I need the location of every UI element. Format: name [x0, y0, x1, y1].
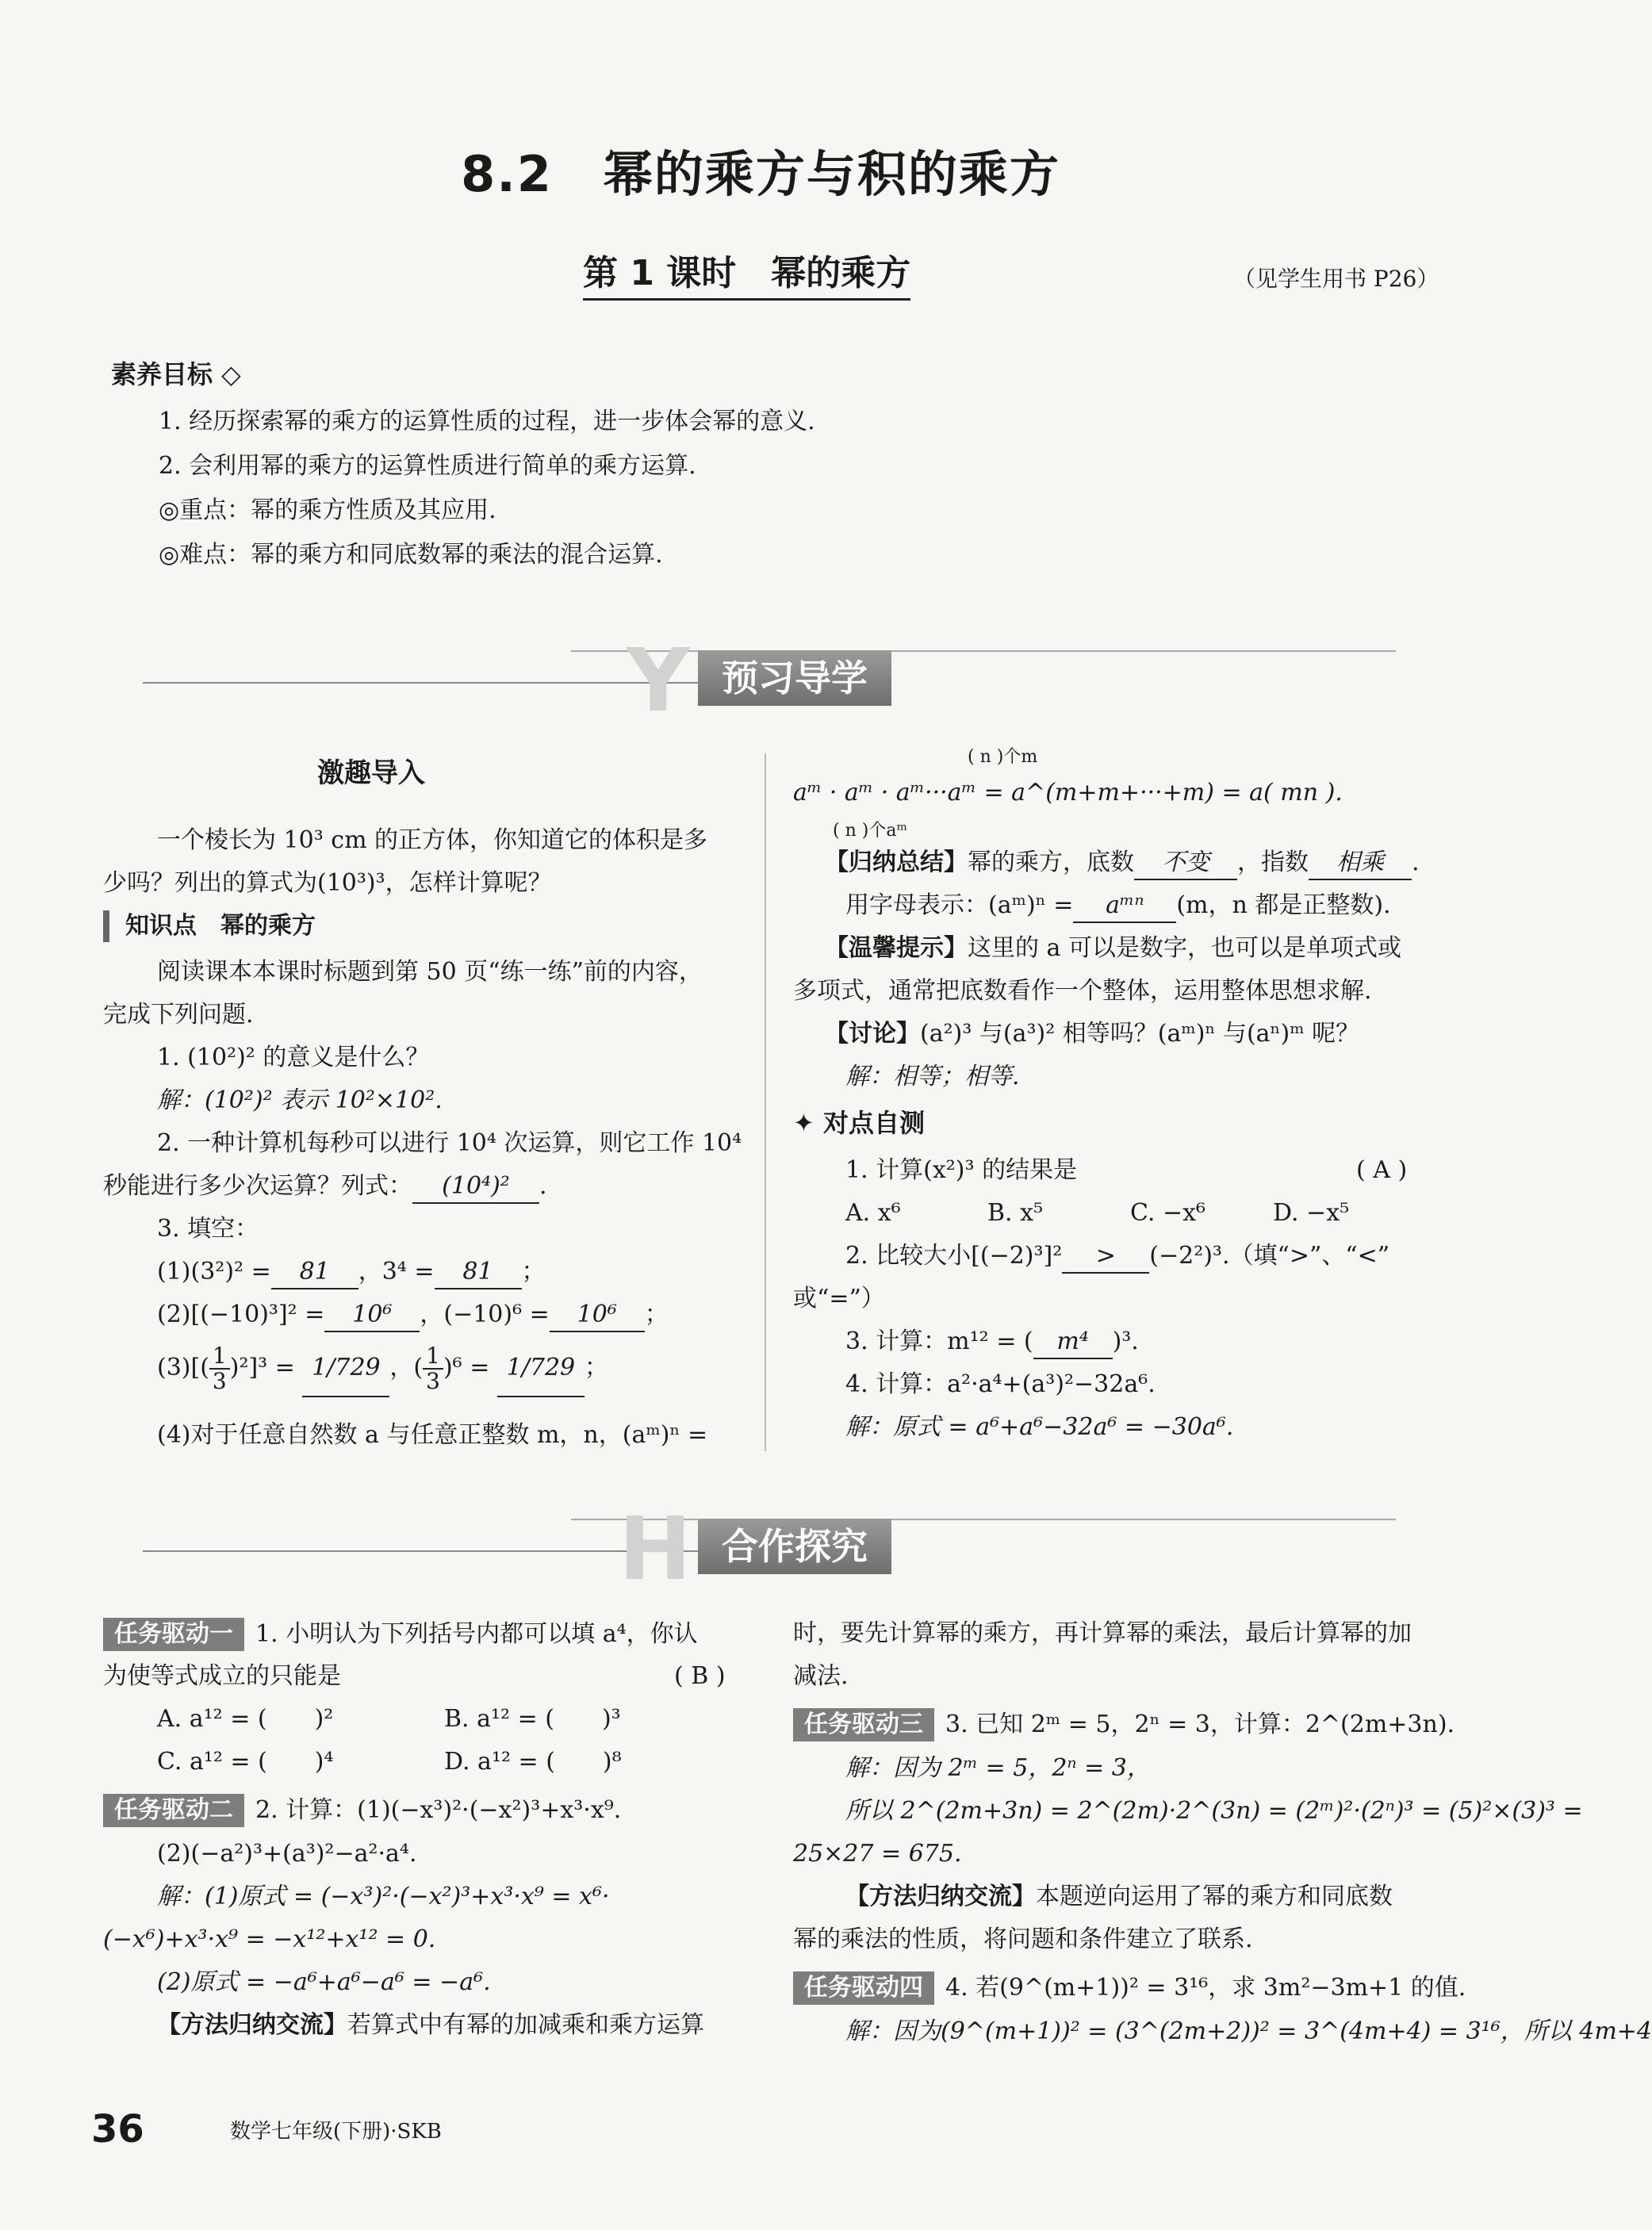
question-2-cont: 秒能进行多少次运算？列式： (10⁴)² .	[103, 1171, 547, 1204]
self-test-1: 1. 计算(x²)³ 的结果是	[845, 1156, 1078, 1184]
option-a: A. a¹² = ( )²	[157, 1705, 334, 1733]
method-summary-2: 【方法归纳交流】本题逆向运用了幂的乘方和同底数	[845, 1883, 1393, 1910]
task-3-solution: 25×27 = 675.	[793, 1840, 962, 1868]
fill-2: (2)[(−10)³]² = 10⁶ ，(−10)⁶ = 10⁶ ；	[157, 1299, 669, 1332]
answer-blank: 10⁶	[324, 1299, 420, 1332]
self-test-title: ✦ 对点自测	[793, 1108, 925, 1138]
difficult-point: ◎难点：幂的乘方和同底数幂的乘法的混合运算.	[159, 541, 663, 569]
lesson-title: 第 1 课时 幂的乘方	[583, 244, 910, 301]
book-reference: （见学生用书 P26）	[1233, 266, 1439, 292]
method-summary-2-cont: 幂的乘法的性质，将问题和条件建立了联系.	[793, 1925, 1253, 1953]
knowledge-point: 知识点 幂的乘方	[103, 910, 316, 942]
question-3: 3. 填空：	[157, 1215, 259, 1243]
answer-blank: aᵐⁿ	[1073, 890, 1176, 923]
fill-1: (1)(3²)² = 81 ，3⁴ = 81 ；	[157, 1256, 546, 1289]
intro-title: 激趣导入	[317, 757, 425, 789]
formula-brace-bottom: ( n )个aᵐ	[833, 821, 907, 841]
answer-blank: 不变	[1134, 847, 1237, 880]
self-test-4: 4. 计算：a²·a⁴+(a³)²−32a⁶.	[845, 1370, 1156, 1398]
formula-main: aᵐ · aᵐ · aᵐ···aᵐ = a^(m+m+···+m) = a( mn ).	[793, 779, 1343, 807]
goals-title: 素养目标 ◇	[111, 359, 241, 389]
self-test-3: 3. 计算：m¹² = ( m⁴ )³.	[845, 1326, 1139, 1359]
self-test-4-answer: 解：原式 = a⁶+a⁶−32a⁶ = −30a⁶.	[845, 1413, 1234, 1441]
task-2: 任务驱动二 2. 计算：(1)(−x³)²·(−x²)³+x³·x⁹.	[103, 1794, 621, 1827]
discussion: 【讨论】(a²)³ 与(a³)² 相等吗？(aᵐ)ⁿ 与(aⁿ)ᵐ 呢？	[825, 1020, 1360, 1048]
answer-blank: >	[1062, 1240, 1149, 1274]
self-test-1-answer: ( A )	[1356, 1156, 1408, 1184]
option-c: C. a¹² = ( )⁴	[157, 1748, 334, 1776]
task-label: 任务驱动二	[103, 1794, 244, 1827]
task-3-solution: 解：因为 2ᵐ = 5，2ⁿ = 3，	[845, 1754, 1151, 1782]
reading-text: 阅读课本本课时标题到第 50 页“练一练”前的内容，	[157, 958, 703, 986]
section-banner-preview: Y 预习导学	[143, 650, 1396, 706]
reading-text: 完成下列问题.	[103, 1001, 254, 1029]
option-b: B. x⁵	[987, 1199, 1044, 1227]
formula-letters: 用字母表示：(aᵐ)ⁿ = aᵐⁿ (m，n 都是正整数).	[845, 890, 1391, 923]
task-3: 任务驱动三 3. 已知 2ᵐ = 5，2ⁿ = 3，计算：2^(2m+3n).	[793, 1708, 1455, 1741]
diamond-icon: ◇	[213, 359, 241, 389]
answer-blank: 81	[435, 1256, 522, 1289]
star-icon: ✦	[793, 1108, 823, 1138]
task-2-solution: (−x⁶)+x³·x⁹ = −x¹²+x¹² = 0.	[103, 1925, 436, 1953]
task-1-cont: 为使等式成立的只能是	[103, 1662, 341, 1690]
answer-1: 解：(10²)² 表示 10²×10².	[157, 1086, 443, 1114]
goal-item: 1. 经历探索幂的乘方的运算性质的过程，进一步体会幂的意义.	[159, 408, 815, 435]
option-b: B. a¹² = ( )³	[444, 1705, 621, 1733]
option-d: D. −x⁵	[1273, 1199, 1350, 1227]
book-footer: 数学七年级(下册)·SKB	[230, 2120, 442, 2144]
goal-item: 2. 会利用幂的乘方的运算性质进行简单的乘方运算.	[159, 452, 696, 480]
question-2: 2. 一种计算机每秒可以进行 10⁴ 次运算，则它工作 10⁴	[157, 1129, 742, 1157]
task-label: 任务驱动一	[103, 1618, 244, 1651]
answer-blank: 10⁶	[550, 1299, 645, 1332]
option-d: D. a¹² = ( )⁸	[444, 1748, 622, 1776]
discussion-answer: 解：相等；相等.	[845, 1063, 1020, 1090]
intro-text: 一个棱长为 10³ cm 的正方体，你知道它的体积是多	[157, 826, 708, 854]
option-a: A. x⁶	[845, 1199, 901, 1227]
task-2-solution: (2)原式 = −a⁶+a⁶−a⁶ = −a⁶.	[157, 1968, 491, 1996]
task-4-solution: 解：因为(9^(m+1))² = (3^(2m+2))² = 3^(4m+4) = 3¹⁶，所以 4m+4	[845, 2017, 1652, 2045]
answer-blank: 81	[271, 1256, 358, 1289]
page-number: 36	[91, 2107, 144, 2151]
task-4: 任务驱动四 4. 若(9^(m+1))² = 3¹⁶，求 3m²−3m+1 的值.	[793, 1971, 1466, 2005]
method-summary-1-cont: 减法.	[793, 1662, 849, 1690]
task-label: 任务驱动三	[793, 1708, 934, 1741]
key-point: ◎重点：幂的乘方性质及其应用.	[159, 496, 496, 524]
question-1: 1. (10²)² 的意义是什么？	[157, 1044, 430, 1071]
answer-blank: 1/729	[497, 1340, 585, 1397]
answer-blank: m⁴	[1033, 1326, 1113, 1359]
answer-blank: 相乘	[1309, 847, 1412, 880]
method-summary-1: 【方法归纳交流】若算式中有幂的加减乘和乘方运算	[157, 2011, 704, 2039]
self-test-2-cont: 或“=”）	[793, 1285, 885, 1312]
task-2-solution: 解：(1)原式 = (−x³)²·(−x²)³+x³·x⁹ = x⁶·	[157, 1883, 610, 1910]
task-1: 任务驱动一 1. 小明认为下列括号内都可以填 a⁴，你认	[103, 1618, 698, 1651]
self-test-2: 2. 比较大小[(−2)³]² > (−2²)³.（填“>”、“<”	[845, 1240, 1389, 1274]
page-title: 8.2 幂的乘方与积的乘方	[461, 145, 1060, 203]
tip-cont: 多项式，通常把底数看作一个整体，运用整体思想求解.	[793, 977, 1372, 1005]
tip: 【温馨提示】这里的 a 可以是数字，也可以是单项式或	[825, 934, 1401, 962]
summary: 【归纳总结】幂的乘方，底数 不变 ，指数 相乘 .	[825, 847, 1420, 880]
method-summary-1-cont: 时，要先计算幂的乘方，再计算幂的乘法，最后计算幂的加	[793, 1619, 1412, 1647]
option-c: C. −x⁶	[1130, 1199, 1206, 1227]
formula-brace-top: ( n )个m	[968, 747, 1038, 767]
fill-3: (3)[( $\frac{1}{3}$ )²]³ = 1/729 ，( $\frac{1}{3}$ )⁶ = 1/729 ；	[157, 1340, 608, 1397]
answer-blank: 1/729	[302, 1340, 389, 1397]
section-banner-cooperation: H 合作探究	[143, 1519, 1396, 1574]
task-2-part2: (2)(−a²)³+(a³)²−a²·a⁴.	[157, 1840, 417, 1868]
task-label: 任务驱动四	[793, 1971, 934, 2005]
intro-text: 少吗？列出的算式为(10³)³，怎样计算呢？	[103, 869, 552, 897]
answer-blank: (10⁴)²	[412, 1171, 539, 1204]
fill-4: (4)对于任意自然数 a 与任意正整数 m，n，(aᵐ)ⁿ =	[157, 1421, 708, 1449]
task-1-answer: ( B )	[674, 1662, 726, 1690]
task-3-solution: 所以 2^(2m+3n) = 2^(2m)·2^(3n) = (2ᵐ)²·(2ⁿ)³ = (5)²×(3)³ =	[845, 1797, 1583, 1825]
column-divider	[765, 753, 766, 1451]
